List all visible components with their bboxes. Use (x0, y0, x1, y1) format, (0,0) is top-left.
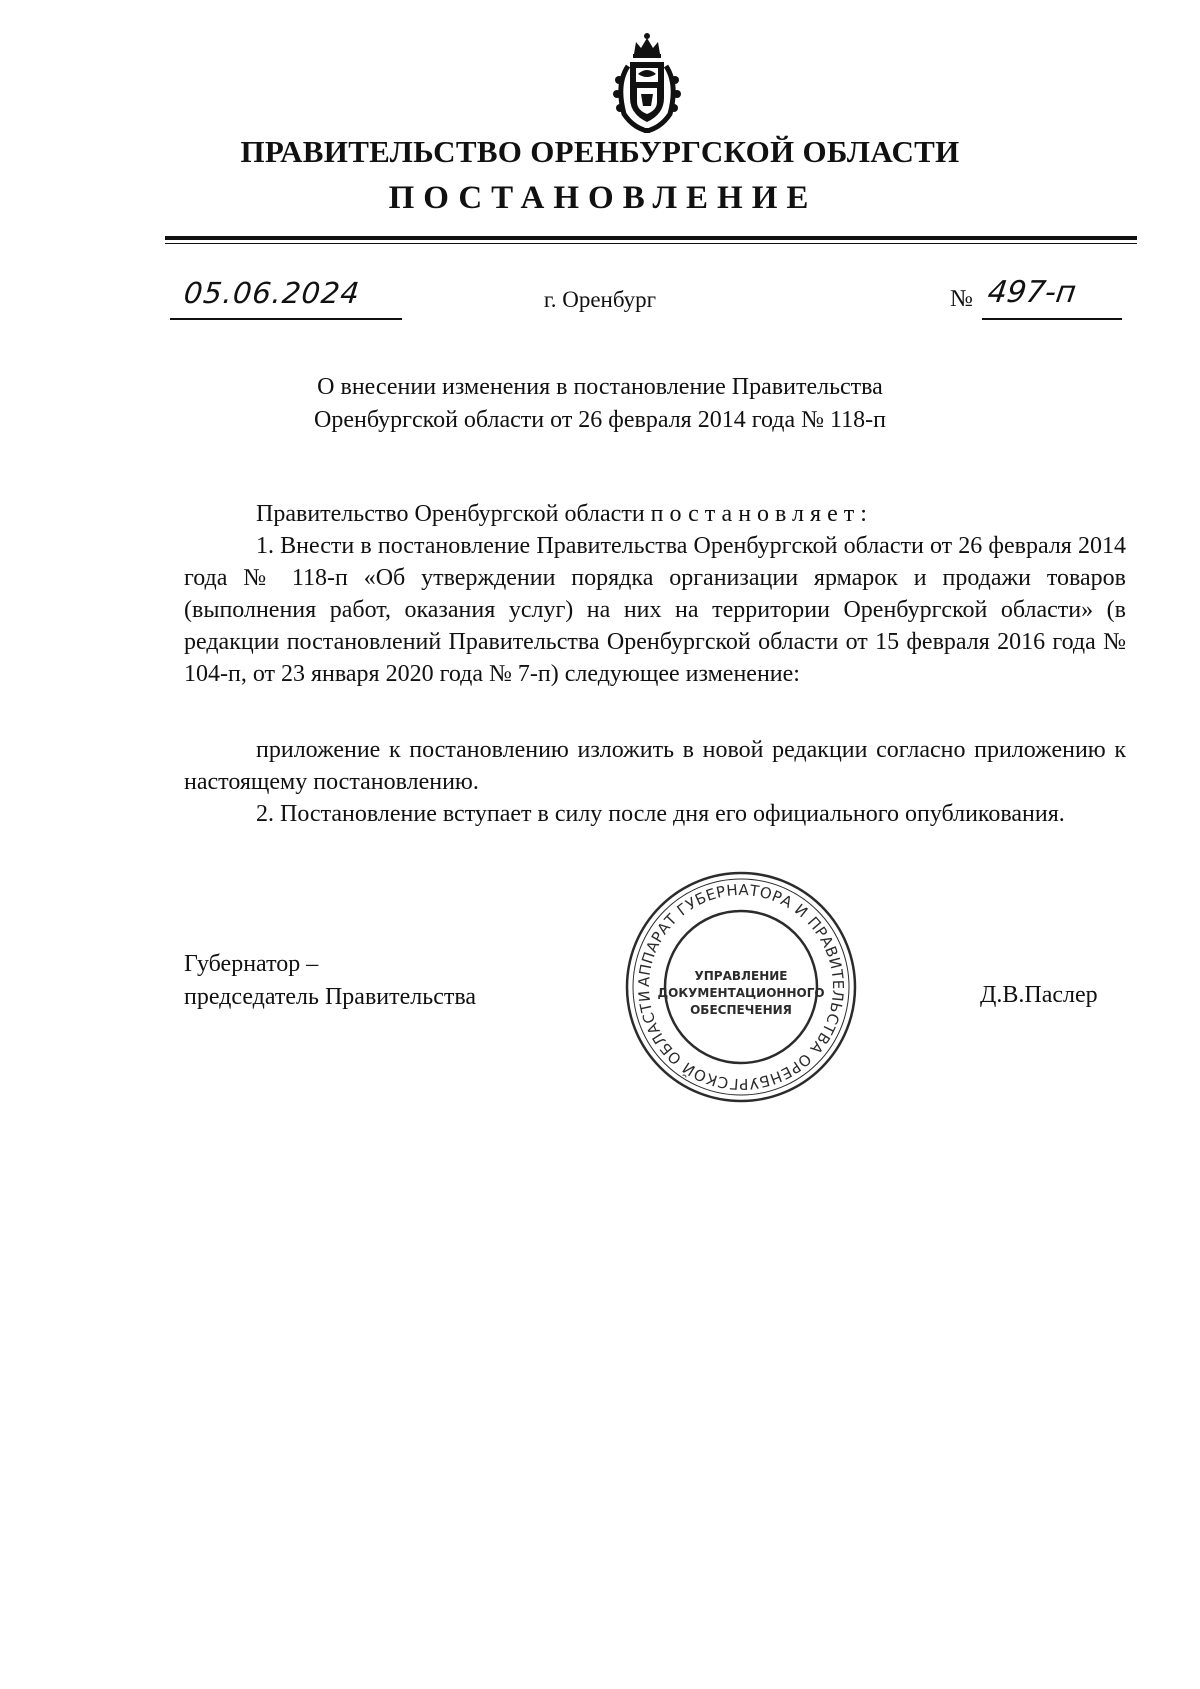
document-date: 05.06.2024 (182, 276, 362, 310)
intro-lead: Правительство Оренбургской области (256, 501, 651, 527)
intro-paragraph (184, 498, 1126, 530)
official-seal-stamp (622, 868, 860, 1106)
seal-inner-line-2: ДОКУМЕНТАЦИОННОГО (657, 986, 825, 1000)
intro-resolves: постановляет: (650, 501, 873, 527)
signatory-name: Д.В.Паслер (980, 982, 1098, 1008)
position-line-1: Губернатор – (184, 951, 319, 977)
document-subject (0, 371, 1200, 437)
item-2-paragraph: 2. Постановление вступает в силу после дня его официального опубликования. (256, 801, 1065, 827)
item-1-paragraph: 1. Внести в постановление Правительства Оренбургской области от 26 февраля 2014 года № 118-п «Об утверждении порядка организации ярмарок и продажи товаров (выполнения работ, оказания услуг) на них на территории Оренбургской области» (в редакции постановлений Правительства Оренбургской области от 15 февраля 2016 года № 104-п, от 23 января 2020 года № 7-п) следующее изменение: (184, 533, 1126, 687)
document-city: г. Оренбург (543, 287, 657, 312)
document-type-title: ПОСТАНОВЛЕНИЕ (388, 180, 818, 216)
document-number: 497-п (985, 275, 1079, 310)
item-1-change-paragraph: приложение к постановлению изложить в новой редакции согласно приложению к настоящему постановлению. (184, 737, 1126, 795)
seal-outer-text: АППАРАТ ГУБЕРНАТОРА И ПРАВИТЕЛЬСТВА ОРЕНБУРГСКОЙ ОБЛАСТИ (634, 880, 848, 1094)
number-sign: № (950, 286, 973, 312)
header-rule-thin (165, 243, 1137, 244)
seal-inner-line-3: ОБЕСПЕЧЕНИЯ (690, 1003, 792, 1017)
coat-of-arms-icon (610, 32, 684, 134)
date-underline (170, 318, 402, 320)
organization-title: ПРАВИТЕЛЬСТВО ОРЕНБУРГСКОЙ ОБЛАСТИ (240, 134, 960, 169)
subject-line-1: О внесении изменения в постановление Правительства (317, 374, 883, 400)
header-rule-thick (165, 236, 1137, 240)
signatory-position (184, 948, 476, 1014)
seal-inner-line-1: УПРАВЛЕНИЕ (694, 969, 788, 983)
position-line-2: председатель Правительства (184, 984, 477, 1010)
number-underline (982, 318, 1122, 320)
subject-line-2: Оренбургской области от 26 февраля 2014 года № 118-п (314, 407, 886, 433)
